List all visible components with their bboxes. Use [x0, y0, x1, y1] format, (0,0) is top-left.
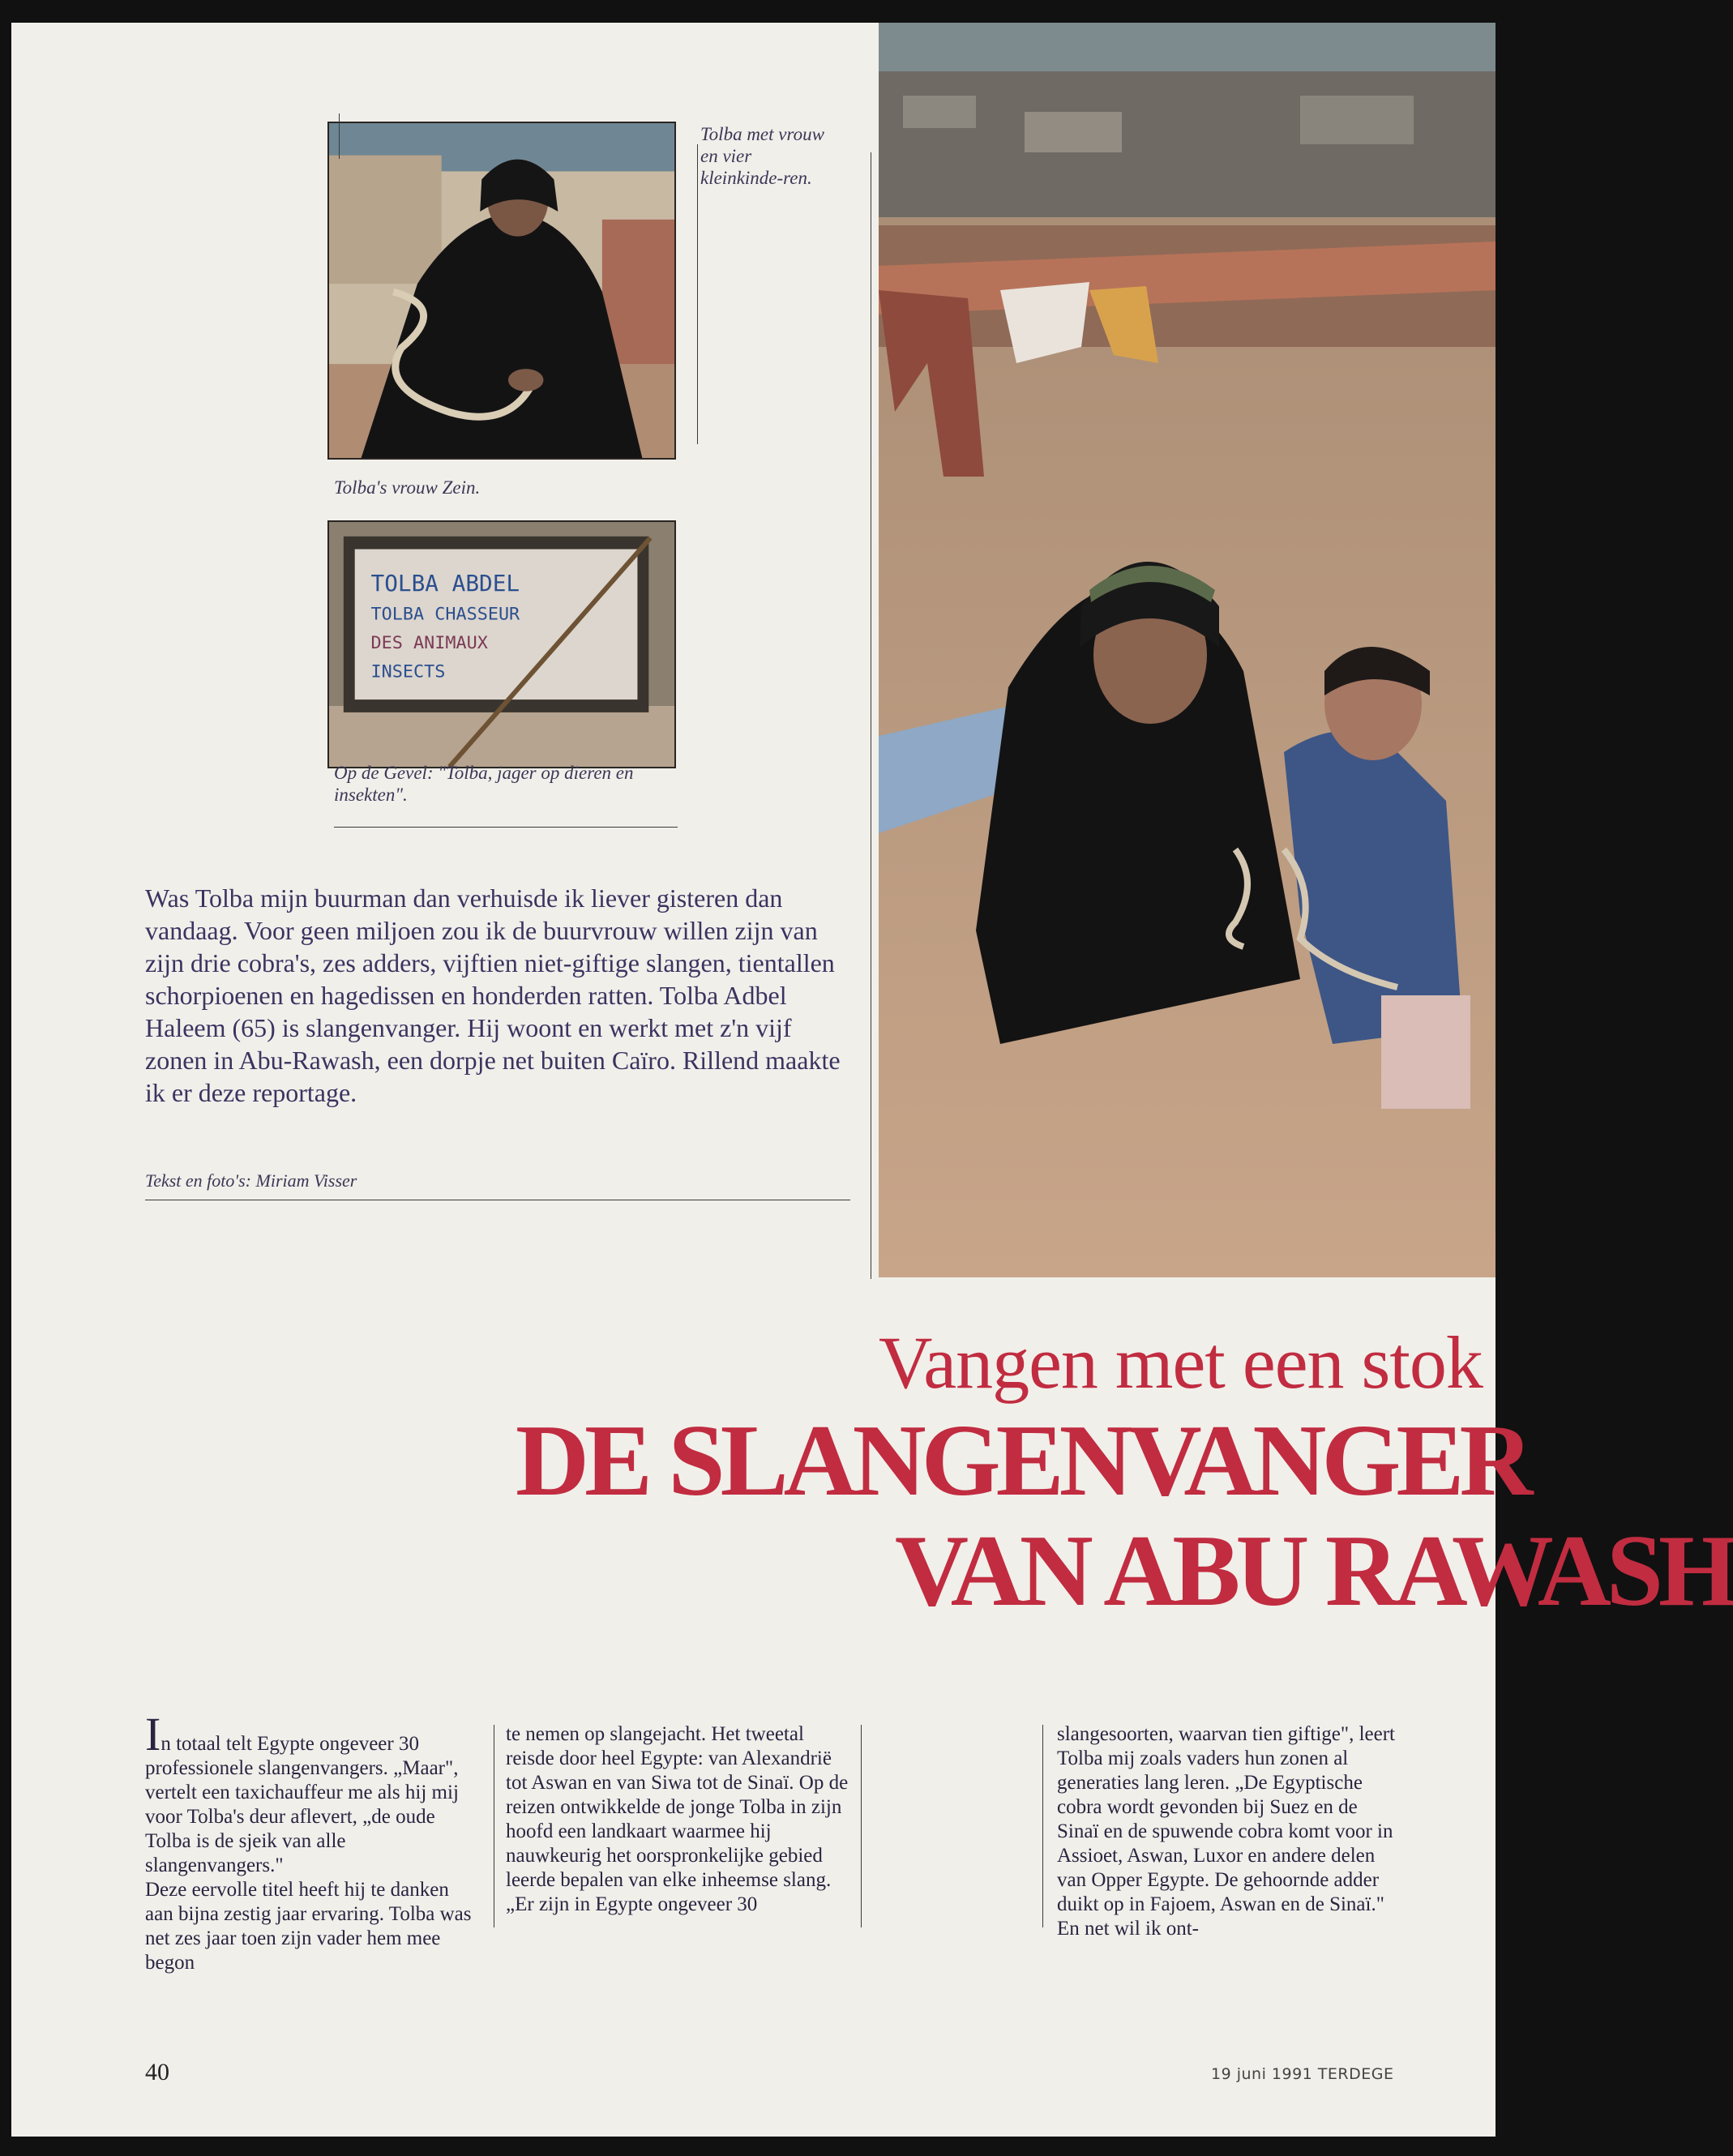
sign-line-3: DES ANIMAUX	[370, 632, 488, 653]
sign-line-2: TOLBA CHASSEUR	[370, 604, 520, 625]
body-column-3	[1057, 1722, 1401, 1941]
divider-caption	[697, 144, 698, 444]
caption-family: Tolba met vrouw en vier kleinkinde-ren.	[700, 124, 824, 189]
column-divider-2	[861, 1725, 862, 1927]
rule-under-sign-caption	[334, 827, 678, 828]
page-number: 40	[145, 2059, 169, 2085]
column-1-paragraph-1	[145, 1708, 477, 1878]
caption-zein: Tolba's vrouw Zein.	[334, 477, 481, 498]
body-column-1	[145, 1708, 477, 1975]
headline-line-1: DE SLANGENVANGER	[516, 1405, 1529, 1517]
article-kicker: Vangen met een stok	[879, 1321, 1483, 1404]
divider-photo-left	[339, 113, 340, 159]
column-1-paragraph-2: Deze eervolle titel heeft hij te danken aan bijna zestig jaar ervaring. Tolba was net zes jaar toen zijn vader hem mee begon	[145, 1879, 472, 1974]
drop-cap: I	[145, 1708, 161, 1760]
caption-facade-sign: Op de Gevel: "Tolba, jager op dieren en insekten".	[334, 763, 634, 806]
sign-line-4: INSECTS	[370, 661, 446, 682]
photo-zein-with-snake	[327, 122, 676, 460]
author-credit: Tekst en foto's: Miriam Visser	[145, 1170, 357, 1191]
magazine-page	[11, 23, 1733, 2137]
headline-line-2: VAN ABU RAWASH	[895, 1515, 1733, 1628]
column-divider-3	[1042, 1725, 1043, 1927]
column-2-paragraph-1: te nemen op slangejacht. Het tweetal reisde door heel Egypte: van Alexandrië tot Aswan en van Siwa tot de Sinaï. Op de reizen ontwikkelde de jonge Tolba in zijn hoofd een landkaart waarmee hij nauwkeurig het oorspronkelijke gebied leerde bepalen van elke inheemse slang.	[506, 1723, 849, 1891]
issue-footer: 19 juni 1991 TERDEGE	[1211, 2065, 1394, 2083]
column-1-text-1: n totaal telt Egypte ongeveer 30 professionele slangenvangers. „Maar", vertelt een taxichauffeur me als hij mij voor Tolba's deur aflevert, „de oude Tolba is de sjeik van alle slangenvangers."	[145, 1733, 459, 1876]
column-2-paragraph-2: „Er zijn in Egypte ongeveer 30	[506, 1893, 758, 1915]
column-3-paragraph-1: slangesoorten, waarvan tien giftige", leert Tolba mij zoals vaders hun zonen al generaties lang leren. „De Egyptische cobra wordt gevonden bij Suez en de Sinaï en de spuwende cobra komt voor in Assioet, Aswan, Luxor en andere delen van Opper Egypte. De gehoornde adder duikt op in Fajoem, Aswan en de Sinaï." En net wil ik ont-	[1057, 1723, 1395, 1940]
sign-line-1: TOLBA ABDEL	[370, 569, 520, 597]
intro-paragraph: Was Tolba mijn buurman dan verhuisde ik liever gisteren dan vandaag. Voor geen miljoen zou ik de buurvrouw willen zijn van zijn drie cobra's, zes adders, vijftien niet-giftige slangen, tientallen schorpioenen en hagedissen en honderden ratten. Tolba Adbel Haleem (65) is slangenvanger. Hij woont en werkt met z'n vijf zonen in Abu-Rawash, een dorpje net buiten Caïro. Rillend maakte ik er deze reportage.	[145, 883, 841, 1107]
body-column-2	[506, 1722, 850, 1917]
photo-rooftop-family	[879, 23, 1496, 1277]
photo-facade-sign	[327, 520, 676, 768]
